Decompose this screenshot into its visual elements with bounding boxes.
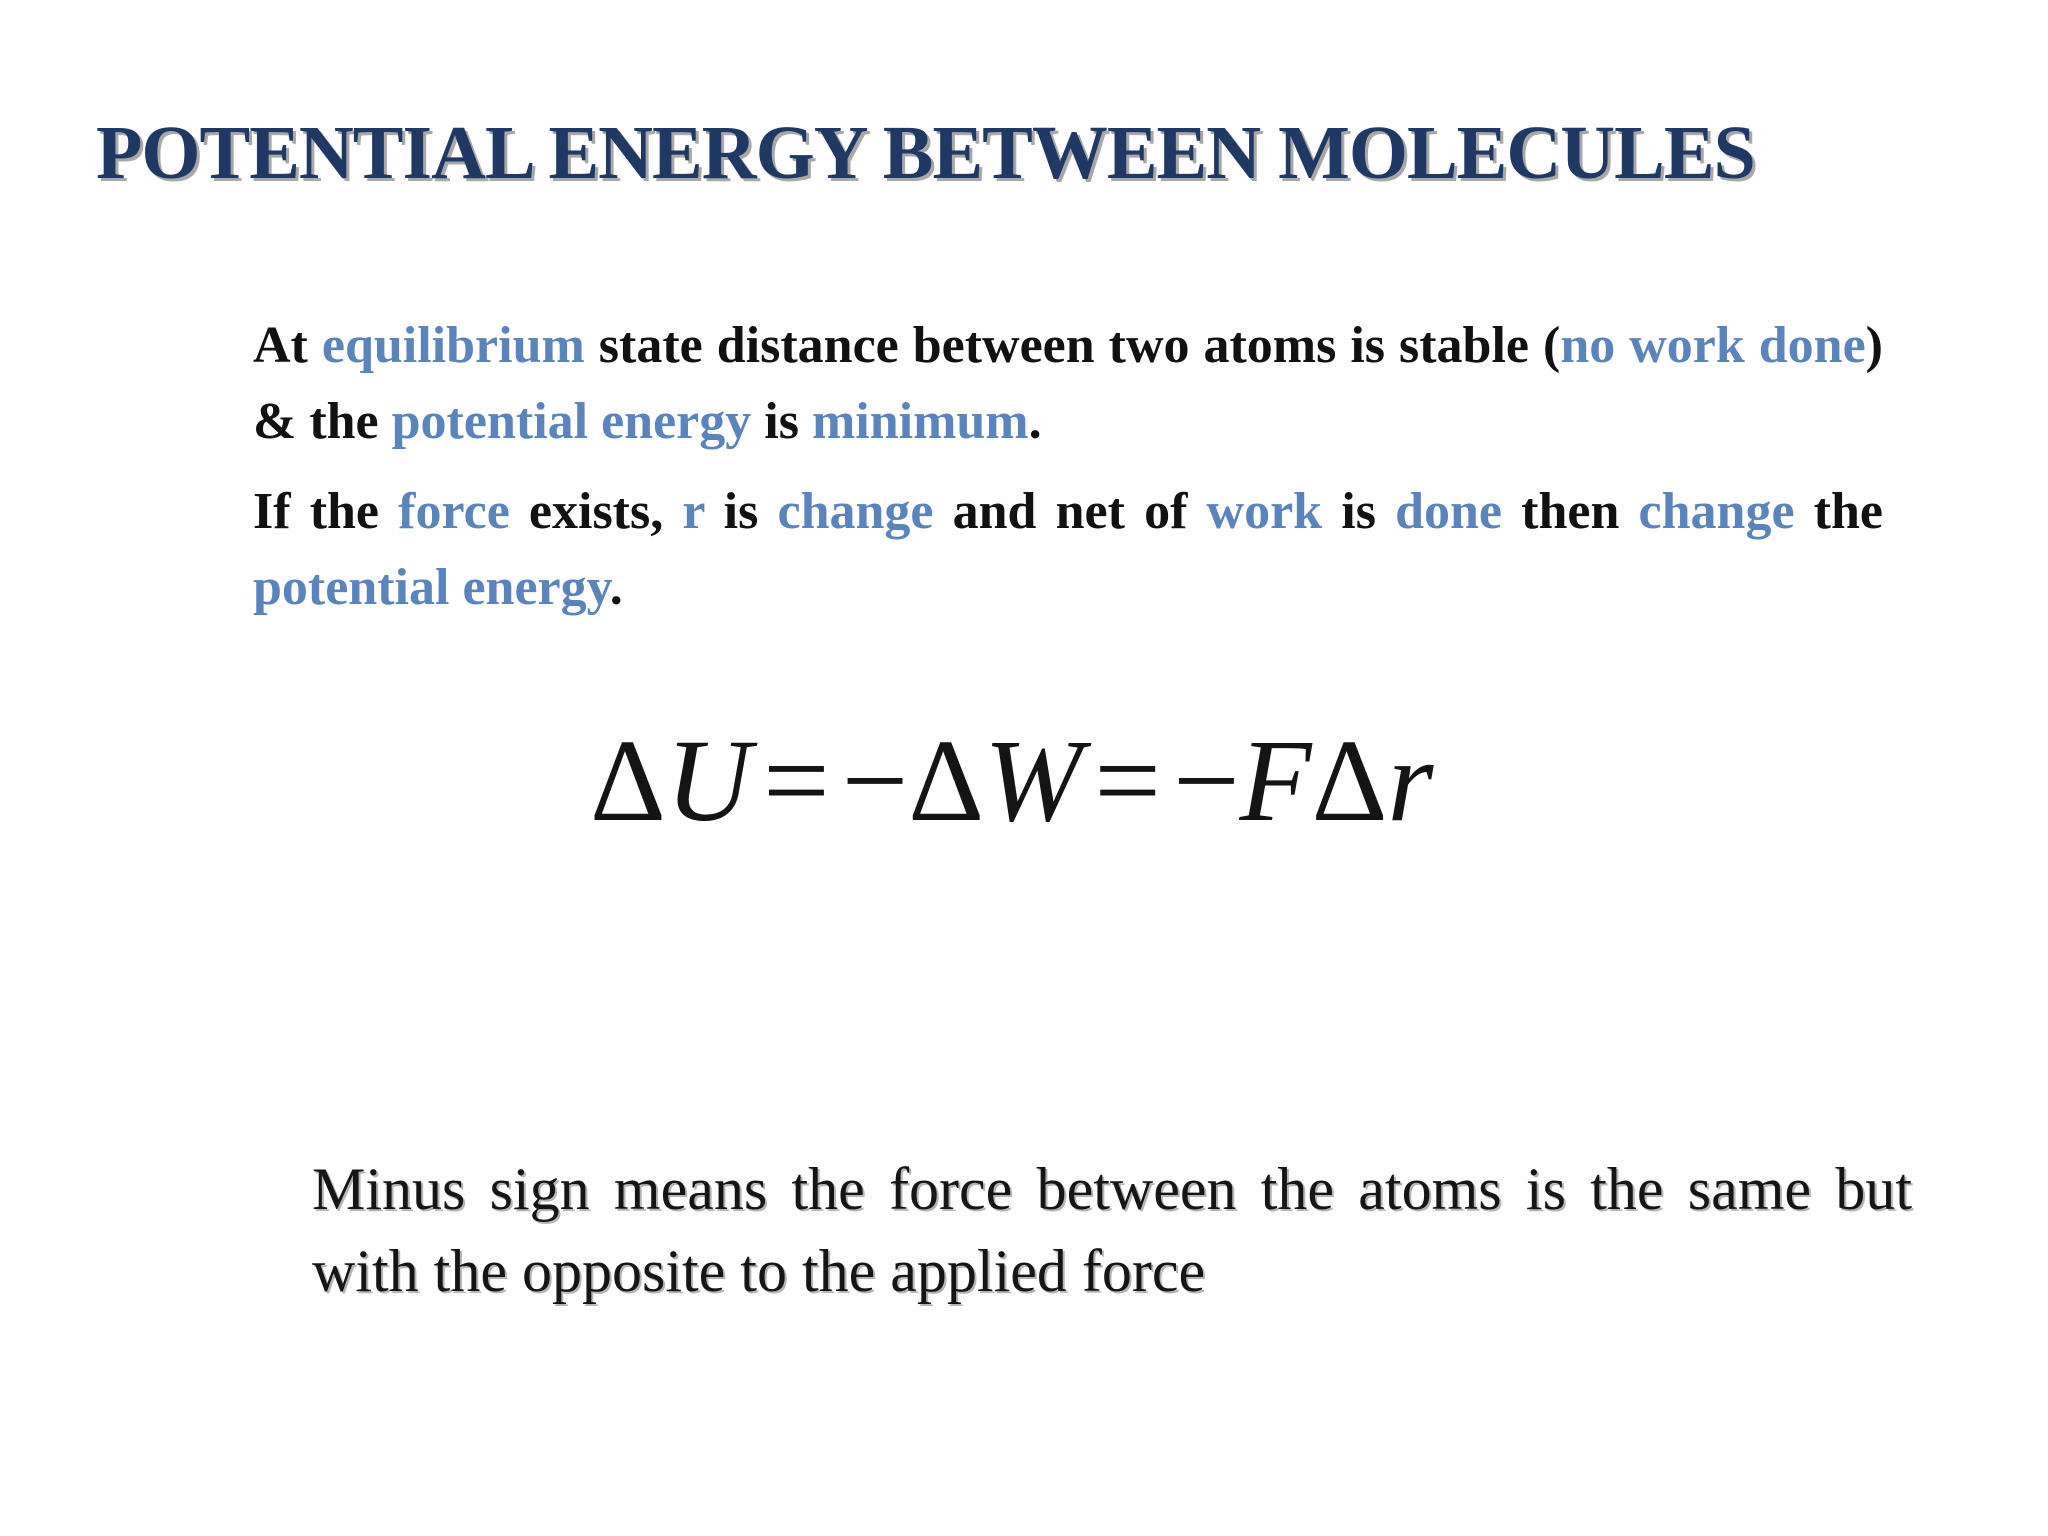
text-run: state distance between two atoms is stable ( [584, 317, 1561, 374]
text-run: At [253, 317, 322, 374]
text-run: If the [253, 483, 399, 540]
potential-energy-equation [590, 716, 1550, 846]
equals-sign: = [763, 715, 830, 846]
text-run: exists, [509, 483, 683, 540]
equation-variable: W [984, 715, 1083, 846]
paragraph-equilibrium [253, 308, 1883, 460]
text-run: and net of [933, 483, 1207, 540]
text-run: ) & the [253, 317, 1883, 450]
highlight-term: work [1206, 483, 1323, 540]
paragraph-force [253, 474, 1883, 626]
delta-symbol: Δ [590, 715, 666, 846]
text-run: is [1322, 483, 1396, 540]
highlight-term: force [398, 483, 510, 540]
minus-sign-note: Minus sign means the force between the atoms is the same but with the opposite to the applied force [312, 1156, 1912, 1304]
highlight-term: no work done [1560, 317, 1866, 374]
highlight-term: potential energy [391, 393, 752, 450]
highlight-term: potential energy [253, 559, 610, 616]
minus-sign: − [1172, 715, 1240, 846]
slide-title: POTENTIAL ENERGY BETWEEN MOLECULES [96, 111, 1755, 195]
equation-variable: U [665, 715, 752, 846]
delta-symbol: Δ [908, 715, 985, 846]
text-run: then [1502, 483, 1639, 540]
delta-symbol: Δ [1311, 715, 1388, 846]
text-run: the [1794, 483, 1883, 540]
highlight-term: change [777, 483, 934, 540]
equation-variable: r [1387, 715, 1434, 846]
text-run: is [751, 393, 812, 450]
text-run: . [1028, 393, 1042, 450]
equals-sign: = [1094, 715, 1161, 846]
highlight-term: r [682, 483, 705, 540]
highlight-term: equilibrium [321, 317, 585, 374]
highlight-term: change [1638, 483, 1795, 540]
text-run: . [609, 559, 623, 616]
highlight-term: done [1395, 483, 1502, 540]
highlight-term: minimum [811, 393, 1029, 450]
text-run: is [704, 483, 778, 540]
minus-sign: − [841, 715, 909, 846]
equation-variable: F [1239, 715, 1312, 846]
